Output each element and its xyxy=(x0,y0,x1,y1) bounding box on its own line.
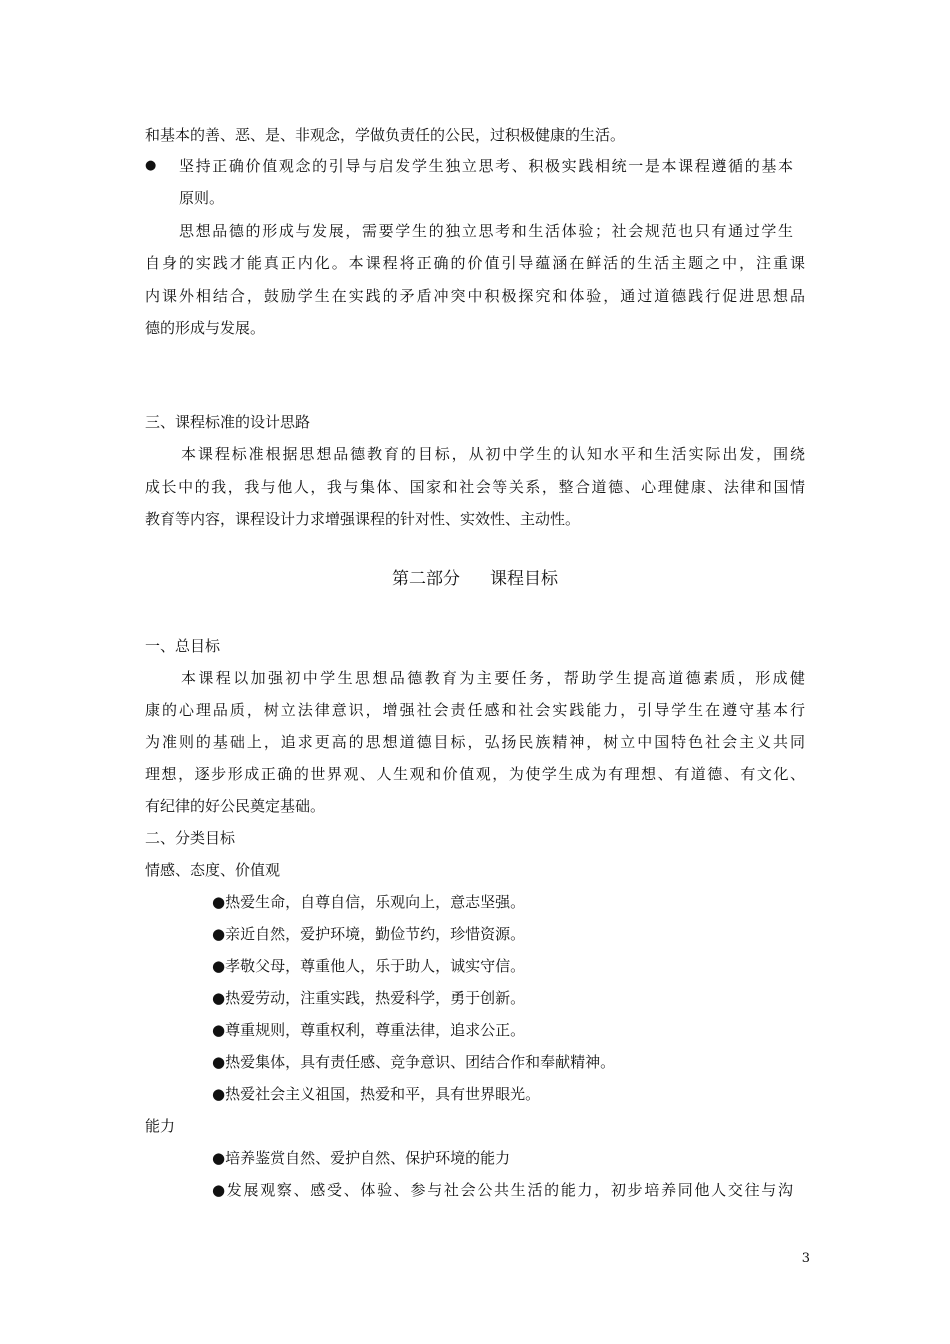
text-line: 和基本的善、恶、是、非观念，学做负责任的公民，过积极健康的生活。 xyxy=(145,126,626,144)
goal-item: ●热爱生命，自尊自信，乐观向上，意志坚强。 xyxy=(212,893,526,911)
subsection-heading: 情感、态度、价值观 xyxy=(145,861,281,879)
goal-item: ●热爱社会主义祖国，热爱和平，具有世界眼光。 xyxy=(212,1085,541,1103)
bullet-text-line: 原则。 xyxy=(179,189,225,207)
page-number: 3 xyxy=(801,1251,810,1266)
section-heading: 三、课程标准的设计思路 xyxy=(145,413,311,431)
section-heading: 一、总目标 xyxy=(145,637,221,655)
paragraph-line: 为准则的基础上，追求更高的思想道德目标，弘扬民族精神，树立中国特色社会主义共同 xyxy=(145,733,805,751)
goal-item: ●培养鉴赏自然、爱护自然、保护环境的能力 xyxy=(212,1149,511,1167)
part-title-number: 第二部分 xyxy=(392,569,460,589)
paragraph-line: 康的心理品质，树立法律意识，增强社会责任感和社会实践能力，引导学生在遵守基本行 xyxy=(145,701,805,719)
paragraph-line: 成长中的我，我与他人，我与集体、国家和社会等关系，整合道德、心理健康、法律和国情 xyxy=(145,478,805,496)
section-heading: 二、分类目标 xyxy=(145,829,236,847)
part-title xyxy=(0,567,950,591)
paragraph-line: 理想，逐步形成正确的世界观、人生观和价值观，为使学生成为有理想、有道德、有文化、 xyxy=(145,765,805,783)
goal-item: ●热爱劳动，注重实践，热爱科学，勇于创新。 xyxy=(212,989,526,1007)
bullet-marker: ● xyxy=(145,158,157,173)
paragraph-line: 本课程以加强初中学生思想品德教育为主要任务，帮助学生提高道德素质，形成健 xyxy=(181,669,805,687)
goal-item: ●孝敬父母，尊重他人，乐于助人，诚实守信。 xyxy=(212,957,526,975)
part-title-name: 课程目标 xyxy=(490,569,558,589)
paragraph-line: 德的形成与发展。 xyxy=(145,319,266,337)
paragraph-line: 有纪律的好公民奠定基础。 xyxy=(145,797,326,815)
bullet-text-line: 坚持正确价值观念的引导与启发学生独立思考、积极实践相统一是本课程遵循的基本 xyxy=(179,157,793,175)
paragraph-line: 思想品德的形成与发展，需要学生的独立思考和生活体验；社会规范也只有通过学生 xyxy=(179,222,793,240)
goal-item: ●热爱集体，具有责任感、竞争意识、团结合作和奉献精神。 xyxy=(212,1053,616,1071)
subsection-heading: 能力 xyxy=(145,1117,176,1135)
paragraph-line: 教育等内容，课程设计力求增强课程的针对性、实效性、主动性。 xyxy=(145,510,581,528)
paragraph-line: 自身的实践才能真正内化。本课程将正确的价值引导蕴涵在鲜活的生活主题之中，注重课 xyxy=(145,254,805,272)
goal-item: ●亲近自然，爱护环境，勤俭节约，珍惜资源。 xyxy=(212,925,526,943)
goal-item: ●发展观察、感受、体验、参与社会公共生活的能力，初步培养同他人交往与沟 xyxy=(212,1181,793,1199)
paragraph-line: 本课程标准根据思想品德教育的目标，从初中学生的认知水平和生活实际出发，围绕 xyxy=(181,445,805,463)
goal-item: ●尊重规则，尊重权利，尊重法律，追求公正。 xyxy=(212,1021,526,1039)
paragraph-line: 内课外相结合，鼓励学生在实践的矛盾冲突中积极探究和体验，通过道德践行促进思想品 xyxy=(145,287,805,305)
